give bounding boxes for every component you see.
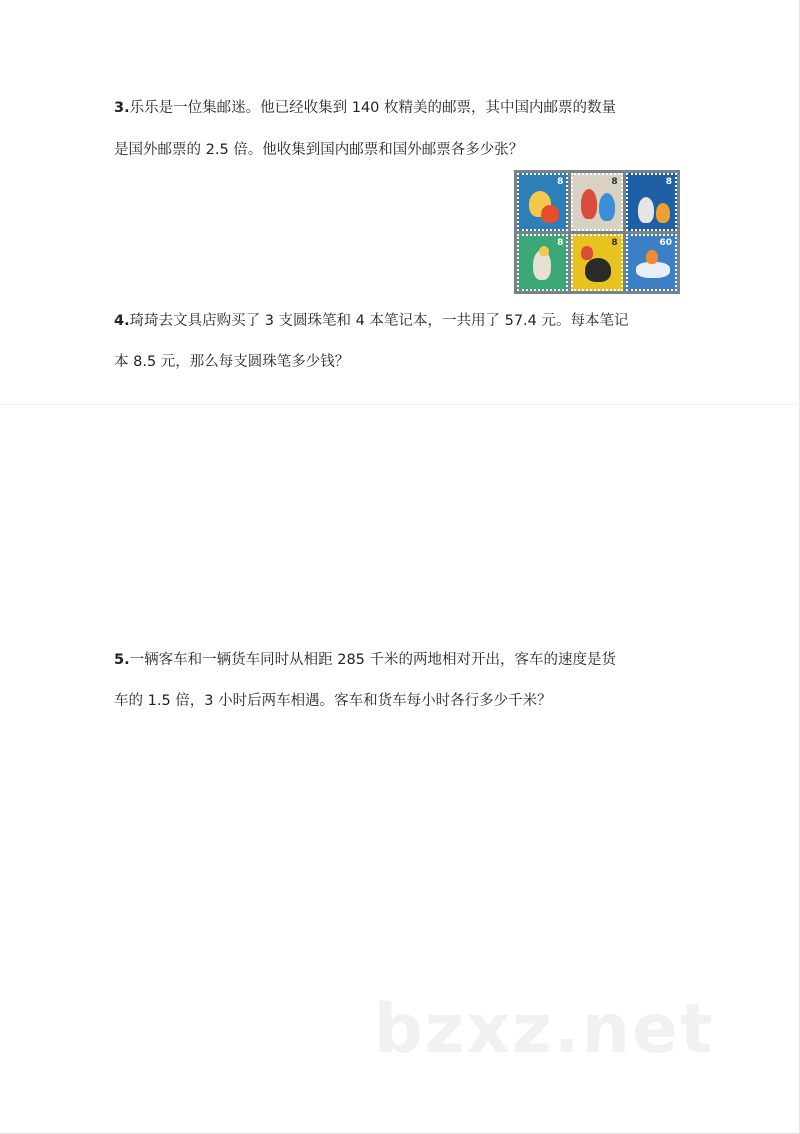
stamp-6: 60	[626, 234, 677, 292]
question-3-line-2: 是国外邮票的 2.5 倍。他收集到国内邮票和国外邮票各多少张？	[114, 142, 524, 158]
divider	[0, 404, 800, 405]
stamps-illustration	[514, 170, 680, 294]
question-4-line-1: 4.琦琦去文具店购买了 3 支圆珠笔和 4 本笔记本，一共用了 57.4 元。每本笔记	[114, 313, 629, 329]
question-5-line-1: 5.一辆客车和一辆货车同时从相距 285 千米的两地相对开出，客车的速度是货	[114, 652, 617, 668]
stamp-5: 8	[571, 234, 622, 292]
question-3-line-1: 3.乐乐是一位集邮迷。他已经收集到 140 枚精美的邮票，其中国内邮票的数量	[114, 100, 617, 116]
question-3-number: 3.	[114, 100, 130, 116]
stamp-3: 8	[626, 173, 677, 231]
question-4-number: 4.	[114, 313, 130, 329]
watermark: bzxz.net	[374, 990, 715, 1069]
stamp-4: 8	[517, 234, 568, 292]
stamp-2: 8	[571, 173, 622, 231]
stamp-1: 8	[517, 173, 568, 231]
question-4-line-2: 本 8.5 元，那么每支圆珠笔多少钱？	[114, 354, 350, 370]
question-5-line-2: 车的 1.5 倍，3 小时后两车相遇。客车和货车每小时各行多少千米？	[114, 693, 552, 709]
question-5-number: 5.	[114, 652, 130, 668]
